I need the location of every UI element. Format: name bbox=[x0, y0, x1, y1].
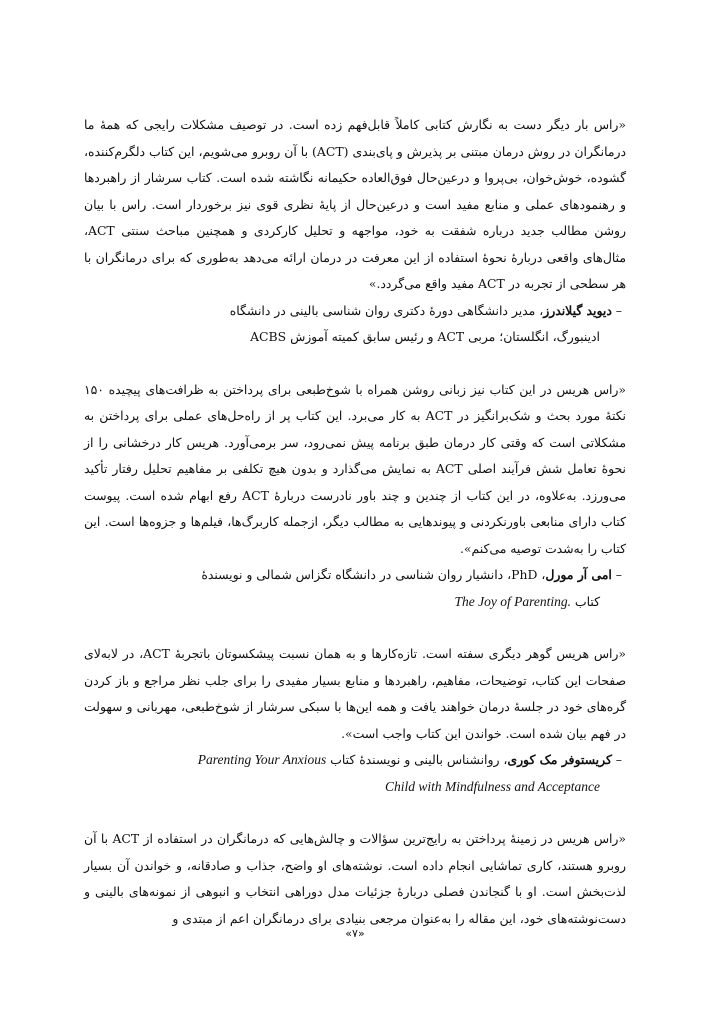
endorsement-partial bbox=[84, 826, 626, 932]
endorser-name: امی آر مورل bbox=[545, 567, 612, 582]
endorsement-mccurry bbox=[84, 641, 626, 800]
endorser-name: کریستوفر مک کوری bbox=[507, 752, 612, 767]
endorsement-attribution: – کریستوفر مک کوری، روانشناس بالینی و نویسندهٔ کتاب Parenting Your Anxious Child with Mindfulness and Acceptance bbox=[84, 747, 626, 800]
endorser-role: ، روانشناس بالینی و نویسندهٔ کتاب bbox=[330, 752, 508, 767]
endorser-role: ، مدیر دانشگاهی دورهٔ دکتری روان شناسی بالینی در دانشگاه bbox=[229, 302, 544, 318]
endorser-role: ، PhD، دانشیار روان شناسی در دانشگاه تگزاس شمالی و نویسندهٔ bbox=[201, 567, 546, 582]
book-title-continued: Child with Mindfulness and Acceptance bbox=[385, 778, 600, 794]
endorsement-quote: «راس بار دیگر دست به نگارش کتابی کاملاً قابل‌فهم زده است. در توصیف مشکلات رایجی که همهٔ ما درمانگران در روش درمان مبتنی بر پذیرش و پای‌بندی (ACT) با آن روبرو می‌شویم، این کتاب دلگرم‌کننده، گشوده، خوش‌خوان، بی‌پروا و درعین‌حال فوق‌العاده حکیمانه نگاشته شده است. کتاب سرشار از راهبردها و رهنمودهای عملی و منابع مفید است و درعین‌حال از پایهٔ نظری قوی نیز برخوردار است. راس با بیان روشن مطالب جدید درباره شفقت به خود، مواجهه و تحلیل کارکردی و همچنین مباحث سنتی ACT، مثال‌های واقعی دربارهٔ نحوهٔ استفاده از این معرفت در درمان ارائه می‌دهد به‌طوری که برای درمانگران با هر سطحی از تجربه در ACT مفید واقع می‌گردد.» bbox=[84, 117, 626, 291]
endorser-role-continued: ادینبورگ، انگلستان؛ مربی ACT و رئیس سابق کمیته آموزش ACBS bbox=[250, 329, 600, 344]
endorsement-morrell bbox=[84, 377, 626, 616]
book-label: کتاب bbox=[574, 593, 600, 609]
endorser-role-continued bbox=[84, 589, 622, 616]
endorsement-gillanders bbox=[84, 112, 626, 351]
endorsement-attribution: – امی آر مورل، PhD، دانشیار روان شناسی در دانشگاه تگزاس شمالی و نویسندهٔ کتاب The Joy of Parenting. bbox=[84, 562, 626, 615]
page-number: «۷» bbox=[345, 927, 365, 940]
endorsement-attribution: – دیوید گیلاندرز، مدیر دانشگاهی دورهٔ دکتری روان شناسی بالینی در دانشگاه ادینبورگ، انگلستان؛ مربی ACT و رئیس سابق کمیته آموزش ACBS bbox=[84, 298, 626, 351]
endorsement-quote: «راس هریس در این کتاب نیز زبانی روشن همراه با شوخ‌طبعی برای پرداختن به ظرافت‌های پیچیده ۱۵۰ نکتهٔ مورد بحث و شک‌برانگیز در ACT به کار می‌برد. این کتاب پر از راه‌حل‌های عملی برای پرداختن به مشکلاتی است که وقتی کار درمان طبق برنامه پیش نمی‌رود، سر برمی‌آورد. هریس کار درخشانی را از نحوهٔ تعامل شش فرآیند اصلی ACT به نمایش می‌گذارد و بدون هیچ تکلفی بر مفاهیم تحلیل رفتار تأکید می‌ورزد. به‌علاوه، در این کتاب از چندین و چند باور نادرست دربارهٔ ACT رفع ابهام شده است. پیوست کتاب دارای منابعی باورنکردنی و پیوندهایی به مطالب دیگر، ازجمله کاربرگ‌ها، فیلم‌ها و جزوه‌ها است. این کتاب را به‌شدت توصیه می‌کنم». bbox=[84, 381, 626, 556]
book-title: Parenting Your Anxious bbox=[197, 752, 327, 767]
endorsement-quote: «راس هریس گوهر دیگری سفته است. تازه‌کارها و به همان نسبت پیشکسوتان باتجربهٔ ACT، در لابه‌لای صفحات این کتاب، توضیحات، مفاهیم، راهبردها و منابع بسیار مفیدی را برای جلب نظر مراجع و باز کردن گره‌های خود در جلسهٔ درمان خواهند یافت و همه این‌ها با سبکی سرشار از شوخ‌طبعی، مهربانی و سهولت در فهم بیان شده است. خواندن این کتاب واجب است». bbox=[84, 646, 626, 741]
book-title: The Joy of Parenting. bbox=[454, 593, 571, 609]
endorsement-quote: «راس هریس در زمینهٔ پرداختن به رایج‌ترین سؤالات و چالش‌هایی که درمانگران در استفاده از ACT با آن روبرو هستند، کاری تماشایی انجام داده است. نوشته‌های او واضح، جذاب و صادقانه، و خواندن آن بسیار لذت‌بخش است. او با گنجاندن فصلی دربارهٔ جزئیات مدل دوراهی انتخاب و انبوهی از نمونه‌های بالینی و دست‌نوشته‌های خود، این مقاله را به‌عنوان مرجعی بنیادی برای درمانگران اعم از مبتدی و bbox=[84, 831, 626, 926]
endorser-name: دیوید گیلاندرز bbox=[543, 302, 612, 318]
